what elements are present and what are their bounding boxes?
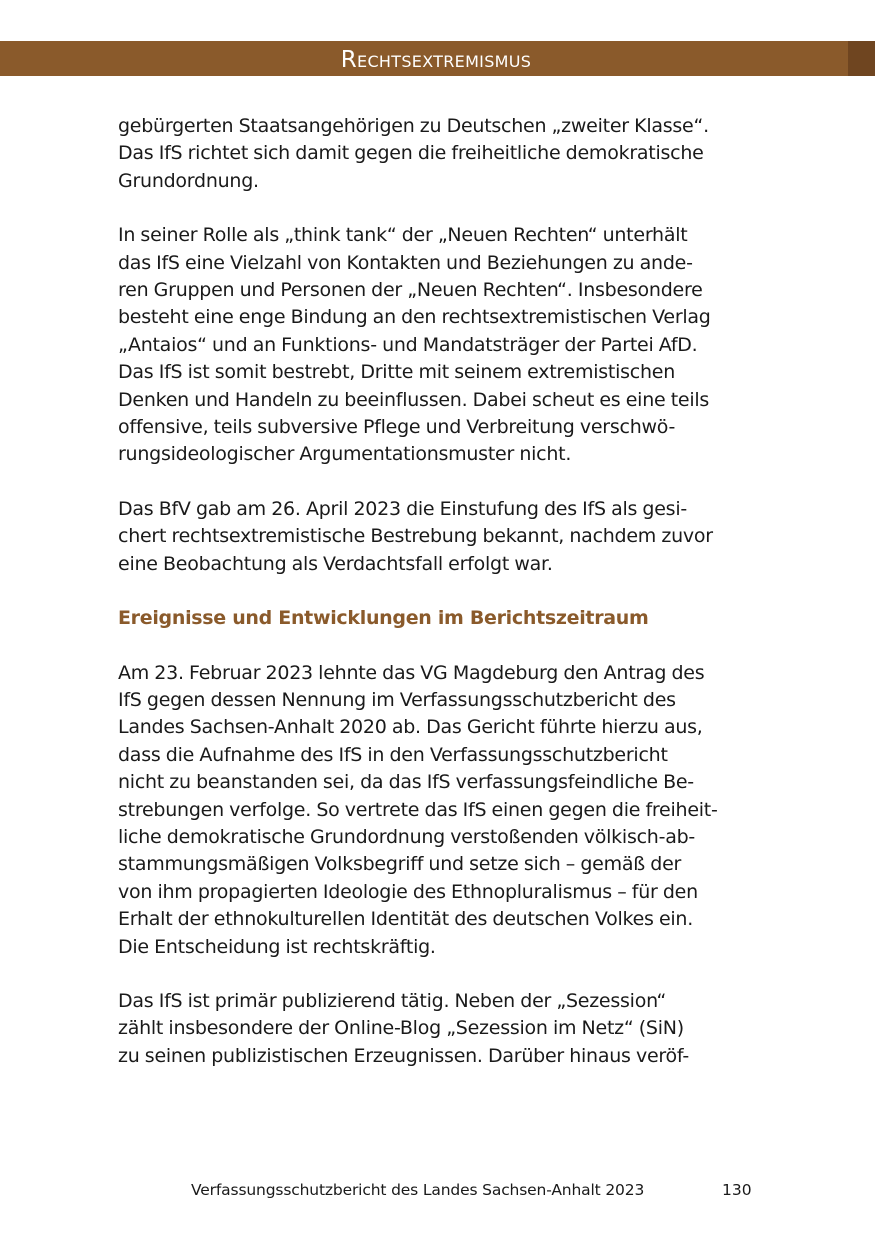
paragraph (118, 496, 758, 578)
text-line: strebungen verfolge. So vertrete das IfS einen gegen die freiheit- (118, 798, 718, 821)
text-line: dass die Aufnahme des IfS in den Verfassungsschutzbericht (118, 743, 668, 766)
paragraph (118, 113, 758, 195)
paragraph (118, 660, 758, 961)
text-line: nicht zu beanstanden sei, da das IfS verfassungsfeindliche Be- (118, 771, 694, 794)
text-line: „Antaios“ und an Funktions- und Mandatsträger der Partei AfD. (118, 333, 698, 356)
page-number: 130 (722, 1181, 752, 1199)
text-line: zählt insbesondere der Online-Blog „Sezession im Netz“ (SiN) (118, 1017, 684, 1040)
subsection-heading: Ereignisse und Entwicklungen im Berichtszeitraum (118, 607, 649, 630)
text-line: Das IfS ist somit bestrebt, Dritte mit seinem extremistischen (118, 361, 676, 384)
text-line: In seiner Rolle als „think tank“ der „Neuen Rechten“ unterhält (118, 224, 688, 247)
section-title: Rechtsextremismus (340, 47, 532, 73)
text-line: Grundordnung. (118, 169, 259, 192)
text-line: ren Gruppen und Personen der „Neuen Rechten“. Insbesondere (118, 279, 703, 302)
page-footer (0, 1181, 875, 1205)
footer-publication-title: Verfassungsschutzbericht des Landes Sachsen-Anhalt 2023 (191, 1181, 645, 1199)
text-line: Das BfV gab am 26. April 2023 die Einstufung des IfS als gesi- (118, 497, 687, 520)
text-line: rungsideologischer Argumentationsmuster nicht. (118, 443, 572, 466)
text-line: chert rechtsextremistische Bestrebung bekannt, nachdem zuvor (118, 525, 713, 548)
text-line: IfS gegen dessen Nennung im Verfassungsschutzbericht des (118, 688, 676, 711)
paragraph (118, 988, 758, 1070)
text-line: Landes Sachsen-Anhalt 2020 ab. Das Gericht führte hierzu aus, (118, 716, 703, 739)
text-line: Am 23. Februar 2023 lehnte das VG Magdeburg den Antrag des (118, 661, 705, 684)
text-line: liche demokratische Grundordnung verstoßenden völkisch-ab- (118, 825, 696, 848)
text-line: Erhalt der ethnokulturellen Identität des deutschen Volkes ein. (118, 908, 694, 931)
text-line: Das IfS richtet sich damit gegen die freiheitliche demokratische (118, 142, 704, 165)
text-line: von ihm propagierten Ideologie des Ethnopluralismus – für den (118, 880, 698, 903)
text-line: Denken und Handeln zu beeinflussen. Dabei scheut es eine teils (118, 388, 710, 411)
text-line: Die Entscheidung ist rechtskräftig. (118, 935, 436, 958)
text-line: Das IfS ist primär publizierend tätig. Neben der „Sezession“ (118, 989, 667, 1012)
text-line: zu seinen publizistischen Erzeugnissen. Darüber hinaus veröf- (118, 1044, 689, 1067)
page-body (118, 113, 758, 1097)
text-line: offensive, teils subversive Pflege und Verbreitung verschwö- (118, 416, 676, 439)
text-line: stammungsmäßigen Volksbegriff und setze sich – gemäß der (118, 853, 682, 876)
text-line: das IfS eine Vielzahl von Kontakten und Beziehungen zu ande- (118, 251, 693, 274)
paragraph (118, 222, 758, 469)
text-line: besteht eine enge Bindung an den rechtsextremistischen Verlag (118, 306, 711, 329)
text-line: gebürgerten Staatsangehörigen zu Deutschen „zweiter Klasse“. (118, 115, 709, 137)
text-line: eine Beobachtung als Verdachtsfall erfolgt war. (118, 552, 553, 575)
